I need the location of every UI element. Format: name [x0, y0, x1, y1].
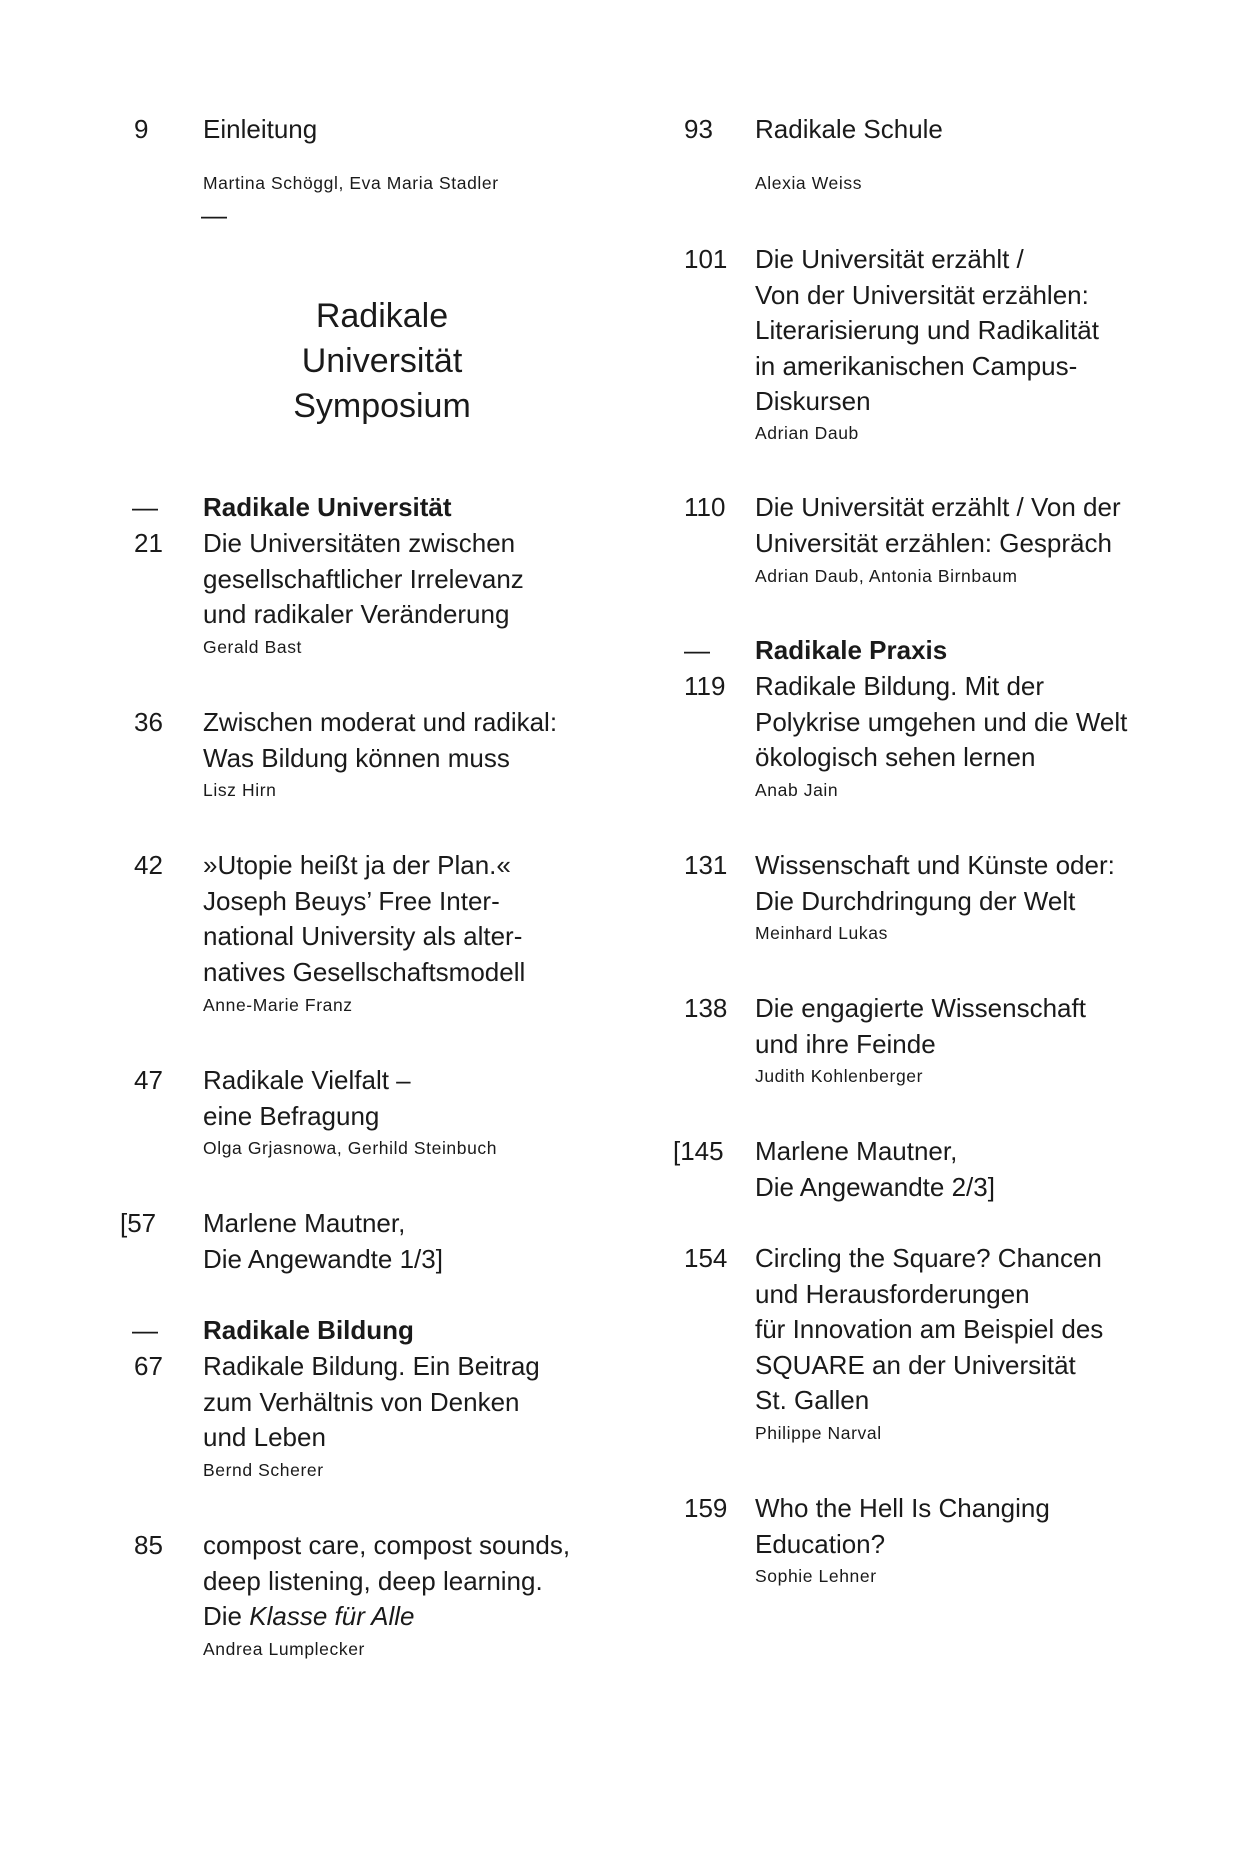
entry-author: Alexia Weiss	[755, 173, 863, 193]
entry-title: Radikale Schule	[755, 114, 943, 144]
page-number: 21	[134, 528, 163, 558]
entry-author: Gerald Bast	[203, 637, 303, 657]
page-number: 9	[134, 114, 149, 144]
page-number: 93	[684, 114, 713, 144]
section-dash: —	[132, 1315, 158, 1345]
page-number: 101	[684, 244, 728, 274]
section-heading: Radikale Universität	[203, 492, 452, 522]
entry-author: Philippe Narval	[755, 1423, 882, 1443]
block-title	[202, 294, 562, 429]
entry-title: Who the Hell Is Changing Education?	[755, 1493, 1050, 1559]
page-number: 47	[134, 1065, 163, 1095]
entry-title: Circling the Square? Chancen und Herausforderungen für Innovation am Beispiel des SQUARE an der Universität St. Gallen	[755, 1243, 1104, 1415]
entry-title: Radikale Vielfalt – eine Befragung	[203, 1065, 411, 1131]
italic-title: Klasse für Alle	[249, 1601, 415, 1631]
page-number: 42	[134, 850, 163, 880]
page-number: [145	[673, 1136, 724, 1166]
page-number: 67	[134, 1351, 163, 1381]
entry-author: Lisz Hirn	[203, 780, 277, 800]
entry-author: Adrian Daub	[755, 423, 859, 443]
entry-author: Martina Schöggl, Eva Maria Stadler	[203, 173, 499, 193]
entry-author: Meinhard Lukas	[755, 923, 888, 943]
page-number: 85	[134, 1530, 163, 1560]
entry-title: Marlene Mautner, Die Angewandte 2/3]	[755, 1136, 995, 1202]
section-dash: —	[684, 635, 710, 665]
entry-author: Olga Grjasnowa, Gerhild Steinbuch	[203, 1138, 498, 1158]
page-number: 138	[684, 993, 728, 1023]
separator-dash: —	[201, 200, 227, 230]
page-number: 110	[684, 492, 726, 522]
block-title-line: Universität	[301, 342, 463, 380]
entry-title: Die Universitäten zwischen gesellschaftlicher Irrelevanz und radikaler Veränderung	[203, 528, 524, 629]
entry-title: Einleitung	[203, 114, 318, 144]
entry-title: compost care, compost sounds, deep listening, deep learning. Die Klasse für Alle	[203, 1530, 571, 1631]
entry-author: Anab Jain	[755, 780, 839, 800]
entry-author: Andrea Lumplecker	[203, 1639, 365, 1659]
entry-author: Sophie Lehner	[755, 1566, 877, 1586]
page-number: 119	[684, 671, 726, 701]
section-dash: —	[132, 492, 158, 522]
entry-author: Bernd Scherer	[203, 1460, 324, 1480]
entry-title: Radikale Bildung. Ein Beitrag zum Verhältnis von Denken und Leben	[203, 1351, 540, 1452]
block-title-line: Symposium	[293, 387, 471, 425]
block-title-line: Radikale	[315, 297, 449, 335]
page-number: 154	[684, 1243, 728, 1273]
entry-title: »Utopie heißt ja der Plan.« Joseph Beuys’ Free Inter- national University als alter- natives Gesellschaftsmodell	[203, 850, 526, 987]
entry-title: Radikale Bildung. Mit der Polykrise umgehen und die Welt ökologisch sehen lernen	[755, 671, 1128, 772]
page-number: 36	[134, 707, 163, 737]
section-heading: Radikale Praxis	[755, 635, 948, 665]
entry-title: Marlene Mautner, Die Angewandte 1/3]	[203, 1208, 443, 1274]
entry-title: Die engagierte Wissenschaft und ihre Feinde	[755, 993, 1086, 1059]
entry-author: Judith Kohlenberger	[755, 1066, 924, 1086]
entry-title: Die Universität erzählt / Von der Universität erzählen: Gespräch	[755, 492, 1121, 558]
page-number: 159	[684, 1493, 728, 1523]
entry-title: Die Universität erzählt / Von der Universität erzählen: Literarisierung und Radikalität in amerikanischen Campus- Diskursen	[755, 244, 1099, 416]
entry-title: Wissenschaft und Künste oder: Die Durchdringung der Welt	[755, 850, 1115, 916]
entry-author: Anne-Marie Franz	[203, 995, 353, 1015]
section-heading: Radikale Bildung	[203, 1315, 414, 1345]
page-number: [57	[120, 1208, 157, 1238]
entry-author: Adrian Daub, Antonia Birnbaum	[755, 566, 1018, 586]
page-number: 131	[684, 850, 728, 880]
entry-title: Zwischen moderat und radikal: Was Bildung können muss	[203, 707, 558, 773]
